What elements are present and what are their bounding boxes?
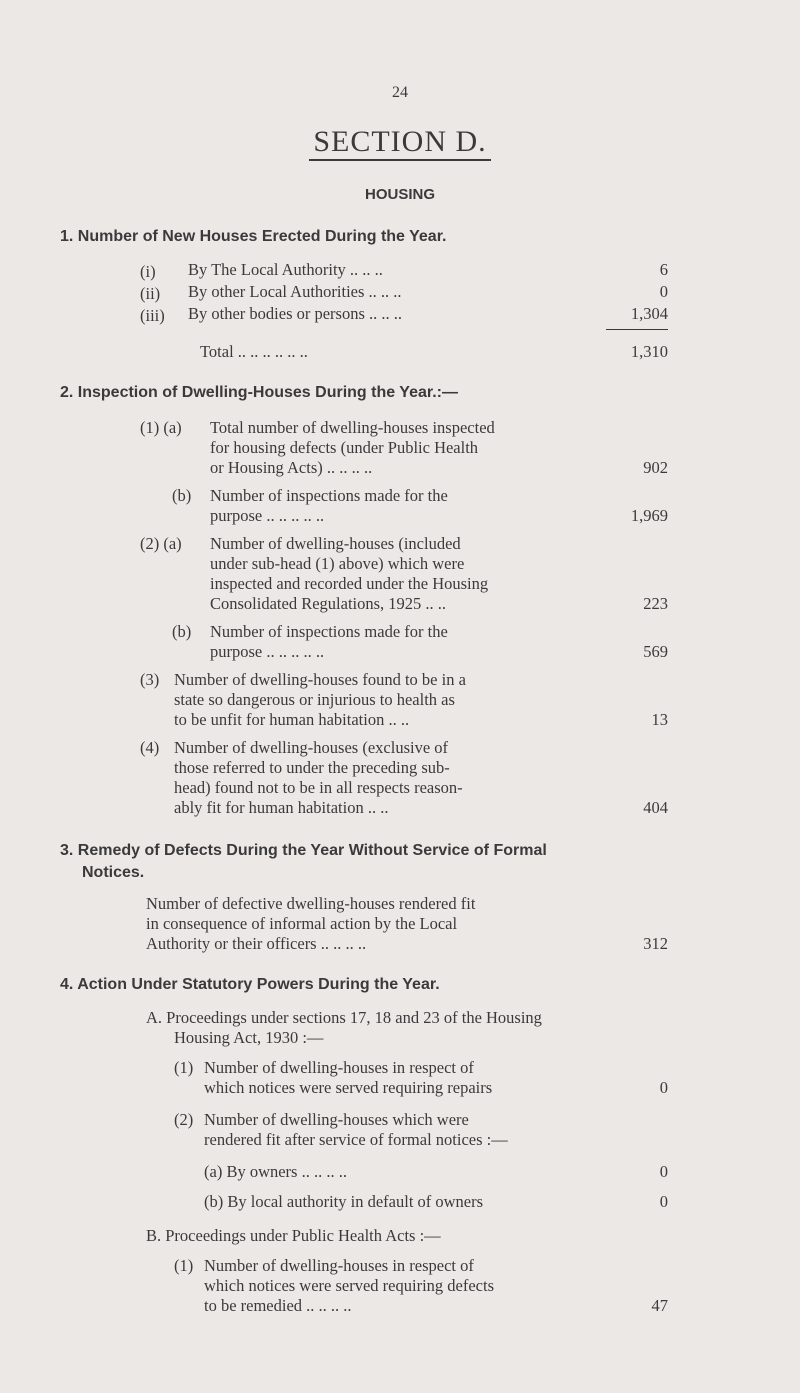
s1-total-text: Total .. .. .. .. .. .. <box>200 342 308 361</box>
s4-item-line: which notices were served requiring defects <box>204 1276 495 1295</box>
s2-item-label: (3) <box>140 670 160 689</box>
s2-item-line: or Housing Acts) .. .. .. .. <box>210 458 373 477</box>
s3-line: Authority or their officers .. .. .. .. <box>146 934 367 953</box>
s1-row-label: (ii) <box>140 284 161 303</box>
total-rule <box>606 329 668 330</box>
s4-subitem-text: (a) By owners .. .. .. .. <box>204 1162 347 1181</box>
section-subtitle: HOUSING <box>364 186 435 203</box>
s2-item-label: (2) (a) <box>140 534 182 553</box>
s2-item-line: Number of inspections made for the <box>210 622 448 641</box>
s4-item-label: (2) <box>174 1110 194 1129</box>
s2-item-line: head) found not to be in all respects reason- <box>174 778 463 797</box>
s2-item-label: (b) <box>172 622 192 641</box>
s2-item-line: for housing defects (under Public Health <box>210 438 479 457</box>
s3-value: 312 <box>643 934 668 953</box>
s2-item-line: purpose .. .. .. .. .. <box>210 506 325 525</box>
s2-item-value: 223 <box>643 594 668 613</box>
s2-item-line: state so dangerous or injurious to health as <box>174 690 455 709</box>
s2-item-label: (b) <box>172 486 192 505</box>
s2-item-line: Number of dwelling-houses found to be in a <box>174 670 466 689</box>
s4-item-line: Number of dwelling-houses in respect of <box>204 1058 474 1077</box>
s4-item-line: Number of dwelling-houses in respect of <box>204 1256 474 1275</box>
s4-item-line: to be remedied .. .. .. .. <box>204 1296 352 1315</box>
s2-item-label: (4) <box>140 738 160 757</box>
s4-item-line: rendered fit after service of formal notices :— <box>204 1130 508 1149</box>
s2-item-line: to be unfit for human habitation .. .. <box>174 710 410 729</box>
s1-row-label: (iii) <box>140 306 165 325</box>
s2-item-line: Number of inspections made for the <box>210 486 448 505</box>
s2-item-value: 1,969 <box>630 506 668 525</box>
s4-a-line: A. Proceedings under sections 17, 18 and 23 of the Housing <box>146 1008 542 1027</box>
s3-heading: 3. Remedy of Defects During the Year Without Service of Formal <box>60 842 547 859</box>
s2-heading: 2. Inspection of Dwelling-Houses During the Year.:— <box>60 384 458 401</box>
s2-item-line: Total number of dwelling-houses inspected <box>210 418 495 437</box>
s4-b-line: B. Proceedings under Public Health Acts :— <box>146 1226 441 1245</box>
s1-heading: 1. Number of New Houses Erected During the Year. <box>60 228 447 245</box>
s4-heading: 4. Action Under Statutory Powers During the Year. <box>60 976 440 993</box>
s4-subitem-value: 0 <box>659 1192 668 1211</box>
s2-item-value: 13 <box>651 710 668 729</box>
s3-heading-cont: Notices. <box>82 864 145 881</box>
section-title <box>0 125 800 159</box>
s2-item-value: 569 <box>643 642 668 661</box>
section-title-text: SECTION D. <box>309 125 490 161</box>
s4-subitem-value: 0 <box>659 1162 668 1181</box>
s1-row-value: 0 <box>659 282 668 301</box>
s1-row-label: (i) <box>140 262 156 281</box>
s2-item-label: (1) (a) <box>140 418 182 437</box>
s2-item-line: under sub-head (1) above) which were <box>210 554 465 573</box>
s2-item-value: 404 <box>643 798 668 817</box>
s2-item-line: those referred to under the preceding sub- <box>174 758 450 777</box>
s1-row-text: By other bodies or persons .. .. .. <box>188 304 403 323</box>
s2-item-line: inspected and recorded under the Housing <box>210 574 489 593</box>
s1-row-text: By The Local Authority .. .. .. <box>188 260 383 279</box>
s2-item-line: Consolidated Regulations, 1925 .. .. <box>210 594 447 613</box>
s1-row-value: 6 <box>659 260 668 279</box>
s1-row-text: By other Local Authorities .. .. .. <box>188 282 402 301</box>
s4-subitem-text: (b) By local authority in default of owners <box>204 1192 484 1211</box>
s2-item-line: purpose .. .. .. .. .. <box>210 642 325 661</box>
s2-item-line: ably fit for human habitation .. .. <box>174 798 389 817</box>
s3-line: Number of defective dwelling-houses rendered fit <box>146 894 476 913</box>
s4-item-value: 47 <box>651 1296 668 1315</box>
s3-line: in consequence of informal action by the Local <box>146 914 458 933</box>
s1-total-value: 1,310 <box>630 342 668 361</box>
s4-item-label: (1) <box>174 1058 194 1077</box>
s4-item-label: (1) <box>174 1256 194 1275</box>
s4-item-line: Number of dwelling-houses which were <box>204 1110 469 1129</box>
s2-item-value: 902 <box>643 458 668 477</box>
s1-row-value: 1,304 <box>630 304 668 323</box>
s4-a-line: Housing Act, 1930 :— <box>174 1028 324 1047</box>
s4-item-line: which notices were served requiring repairs <box>204 1078 493 1097</box>
s2-item-line: Number of dwelling-houses (exclusive of <box>174 738 449 757</box>
page-number: 24 <box>392 84 408 101</box>
s4-item-value: 0 <box>659 1078 668 1097</box>
s2-item-line: Number of dwelling-houses (included <box>210 534 461 553</box>
